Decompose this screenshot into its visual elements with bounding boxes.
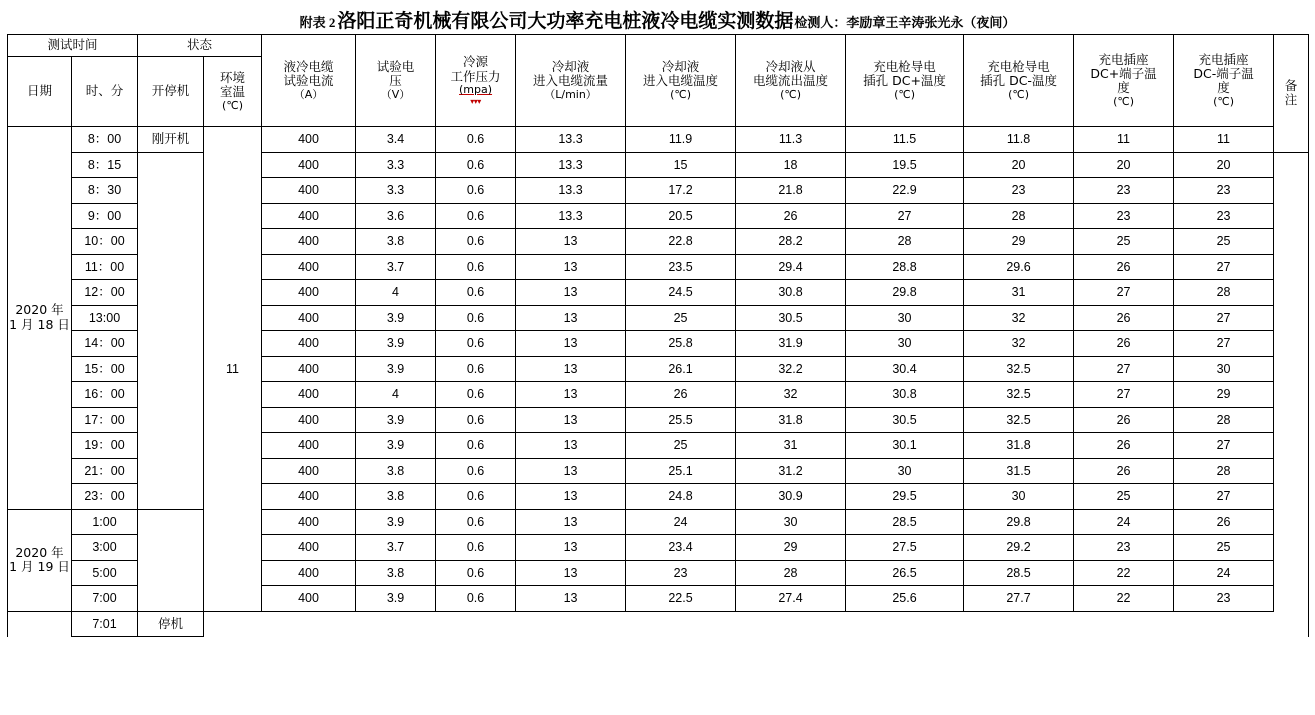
header-col-outlet-temp-l2: 电缆流出温度 xyxy=(753,73,829,89)
cell-pressure: 0.6 xyxy=(436,178,516,204)
cell-gun-dcminus: 11.8 xyxy=(964,127,1074,153)
cell-current: 400 xyxy=(262,254,356,280)
header-col-current-l2: 试验电流 xyxy=(283,73,334,89)
cell-socket-dcminus: 26 xyxy=(1174,509,1274,535)
cell-outlet-temp: 31 xyxy=(736,433,846,459)
header-col-outlet-temp xyxy=(736,35,846,127)
header-col-inlet-temp-l2: 进入电缆温度 xyxy=(643,73,719,89)
cell-socket-dcplus: 11 xyxy=(1074,127,1174,153)
header-col-current-unit: （A） xyxy=(293,87,324,101)
cell-outlet-temp: 27.4 xyxy=(736,586,846,612)
cell-socket-dcminus: 27 xyxy=(1174,433,1274,459)
time-cell: 8：30 xyxy=(72,178,138,204)
cell-outlet-temp: 18 xyxy=(736,152,846,178)
cell-socket-dcminus: 30 xyxy=(1174,356,1274,382)
cell-flow: 13 xyxy=(516,331,626,357)
cell-gun-dcplus: 30 xyxy=(846,458,964,484)
cell-inlet-temp: 22.5 xyxy=(626,586,736,612)
cell-empty xyxy=(1074,611,1174,637)
cell-empty xyxy=(846,611,964,637)
cell-gun-dcplus: 27 xyxy=(846,203,964,229)
cell-current: 400 xyxy=(262,382,356,408)
cell-pressure: 0.6 xyxy=(436,586,516,612)
time-cell: 7:00 xyxy=(72,586,138,612)
cell-pressure: 0.6 xyxy=(436,484,516,510)
cell-gun-dcplus: 29.5 xyxy=(846,484,964,510)
header-col-socket-dcplus xyxy=(1074,35,1174,127)
cell-gun-dcplus: 25.6 xyxy=(846,586,964,612)
cell-outlet-temp: 30.9 xyxy=(736,484,846,510)
header-col-flow-unit: （L/min） xyxy=(544,87,597,101)
cell-inlet-temp: 17.2 xyxy=(626,178,736,204)
cell-socket-dcplus: 26 xyxy=(1074,254,1174,280)
cell-socket-dcminus: 27 xyxy=(1174,331,1274,357)
cell-pressure: 0.6 xyxy=(436,407,516,433)
cell-empty xyxy=(262,611,356,637)
cell-flow: 13 xyxy=(516,382,626,408)
header-col-socket-dcplus-l1: 充电插座 xyxy=(1098,51,1149,67)
cell-gun-dcminus: 23 xyxy=(964,178,1074,204)
cell-flow: 13 xyxy=(516,433,626,459)
header-col-pressure-l2: 工作压力 xyxy=(450,68,501,84)
cell-gun-dcminus: 31.5 xyxy=(964,458,1074,484)
cell-flow: 13 xyxy=(516,305,626,331)
header-col-socket-dcminus-l1: 充电插座 xyxy=(1198,51,1249,67)
cell-gun-dcminus: 28 xyxy=(964,203,1074,229)
time-cell: 8：15 xyxy=(72,152,138,178)
cell-pressure: 0.6 xyxy=(436,458,516,484)
cell-outlet-temp: 31.9 xyxy=(736,331,846,357)
cell-voltage: 3.9 xyxy=(356,331,436,357)
title-inspectors: 检测人：李励章王辛涛张光永（夜间） xyxy=(794,15,1016,30)
header-col-voltage-l2: 压 xyxy=(389,73,402,89)
header-col-flow-l1: 冷却液 xyxy=(551,58,590,74)
cell-pressure: 0.6 xyxy=(436,280,516,306)
cell-gun-dcminus: 29.6 xyxy=(964,254,1074,280)
ambient-cell-empty xyxy=(204,611,262,637)
cell-flow: 13 xyxy=(516,254,626,280)
header-col-gun-dcplus-l1: 充电枪导电 xyxy=(873,58,936,74)
header-col-pressure-l1: 冷源 xyxy=(463,54,489,70)
cell-current: 400 xyxy=(262,509,356,535)
cell-outlet-temp: 29.4 xyxy=(736,254,846,280)
header-col-socket-dcminus-unit: (℃) xyxy=(1213,94,1234,108)
cell-gun-dcminus: 29 xyxy=(964,229,1074,255)
header-col-onoff: 开停机 xyxy=(138,57,204,127)
cell-voltage: 3.8 xyxy=(356,560,436,586)
cell-inlet-temp: 25.8 xyxy=(626,331,736,357)
cell-inlet-temp: 24.5 xyxy=(626,280,736,306)
header-col-gun-dcplus-l2: 插孔 DC+温度 xyxy=(863,73,946,89)
cell-gun-dcminus: 31 xyxy=(964,280,1074,306)
cell-outlet-temp: 32 xyxy=(736,382,846,408)
cell-socket-dcplus: 26 xyxy=(1074,331,1174,357)
header-col-socket-dcplus-l2: DC+端子温 xyxy=(1090,65,1157,81)
cell-inlet-temp: 25 xyxy=(626,433,736,459)
cell-flow: 13 xyxy=(516,586,626,612)
cell-empty xyxy=(436,611,516,637)
header-row-1 xyxy=(8,35,1309,57)
time-cell: 7:01 xyxy=(72,611,138,637)
table-row xyxy=(8,152,1309,178)
time-cell: 1:00 xyxy=(72,509,138,535)
cell-outlet-temp: 21.8 xyxy=(736,178,846,204)
date-day1-line1: 2020 年 xyxy=(15,302,64,318)
cell-gun-dcminus: 32 xyxy=(964,305,1074,331)
cell-socket-dcminus: 25 xyxy=(1174,229,1274,255)
header-col-gun-dcminus-unit: (℃) xyxy=(1008,87,1029,101)
cell-inlet-temp: 25.1 xyxy=(626,458,736,484)
cell-socket-dcplus: 25 xyxy=(1074,484,1174,510)
time-cell: 8：00 xyxy=(72,127,138,153)
cell-flow: 13 xyxy=(516,407,626,433)
date-cell-empty xyxy=(8,611,72,637)
cell-empty xyxy=(516,611,626,637)
cell-socket-dcminus: 27 xyxy=(1174,305,1274,331)
cell-gun-dcminus: 32.5 xyxy=(964,356,1074,382)
cell-flow: 13 xyxy=(516,484,626,510)
cell-flow: 13 xyxy=(516,560,626,586)
cell-current: 400 xyxy=(262,280,356,306)
cell-inlet-temp: 24.8 xyxy=(626,484,736,510)
cell-pressure: 0.6 xyxy=(436,127,516,153)
header-col-inlet-temp-l1: 冷却液 xyxy=(661,58,700,74)
cell-inlet-temp: 22.8 xyxy=(626,229,736,255)
header-col-socket-dcplus-unit: (℃) xyxy=(1113,94,1134,108)
cell-outlet-temp: 30.5 xyxy=(736,305,846,331)
cell-gun-dcminus: 20 xyxy=(964,152,1074,178)
cell-inlet-temp: 23.4 xyxy=(626,535,736,561)
header-col-inlet-temp-unit: (℃) xyxy=(670,87,691,101)
cell-pressure: 0.6 xyxy=(436,535,516,561)
cell-gun-dcplus: 30.8 xyxy=(846,382,964,408)
header-col-ambient-unit: (℃) xyxy=(222,98,243,112)
time-cell: 21：00 xyxy=(72,458,138,484)
date-cell-day1 xyxy=(8,127,72,510)
cell-socket-dcplus: 27 xyxy=(1074,382,1174,408)
cell-flow: 13 xyxy=(516,280,626,306)
cell-current: 400 xyxy=(262,203,356,229)
header-col-flow xyxy=(516,35,626,127)
time-cell: 3:00 xyxy=(72,535,138,561)
header-group-test-time: 测试时间 xyxy=(8,35,138,57)
cell-voltage: 3.4 xyxy=(356,127,436,153)
cell-gun-dcminus: 32.5 xyxy=(964,407,1074,433)
cell-gun-dcplus: 30.5 xyxy=(846,407,964,433)
time-cell: 12：00 xyxy=(72,280,138,306)
header-col-ambient-temp xyxy=(204,57,262,127)
time-cell: 23：00 xyxy=(72,484,138,510)
header-col-remark-l2: 注 xyxy=(1284,92,1298,108)
header-col-outlet-temp-l1: 冷却液从 xyxy=(765,58,816,74)
header-col-socket-dcminus xyxy=(1174,35,1274,127)
cell-gun-dcminus: 28.5 xyxy=(964,560,1074,586)
time-cell: 9：00 xyxy=(72,203,138,229)
cell-socket-dcplus: 24 xyxy=(1074,509,1174,535)
cell-current: 400 xyxy=(262,178,356,204)
cell-socket-dcminus: 23 xyxy=(1174,178,1274,204)
cell-current: 400 xyxy=(262,331,356,357)
cell-inlet-temp: 26.1 xyxy=(626,356,736,382)
cell-socket-dcminus: 27 xyxy=(1174,484,1274,510)
cell-voltage: 3.9 xyxy=(356,407,436,433)
cell-gun-dcminus: 32.5 xyxy=(964,382,1074,408)
document-title xyxy=(0,0,1315,34)
cell-socket-dcplus: 22 xyxy=(1074,586,1174,612)
cell-flow: 13 xyxy=(516,509,626,535)
cell-current: 400 xyxy=(262,356,356,382)
cell-voltage: 3.9 xyxy=(356,509,436,535)
cell-pressure: 0.6 xyxy=(436,382,516,408)
cell-pressure: 0.6 xyxy=(436,356,516,382)
cell-gun-dcminus: 31.8 xyxy=(964,433,1074,459)
header-col-socket-dcminus-l2: DC-端子温 xyxy=(1193,65,1254,81)
cell-socket-dcplus: 27 xyxy=(1074,356,1174,382)
cell-inlet-temp: 24 xyxy=(626,509,736,535)
table-row xyxy=(8,509,1309,535)
header-group-state: 状态 xyxy=(138,35,262,57)
cell-gun-dcplus: 30.1 xyxy=(846,433,964,459)
cell-current: 400 xyxy=(262,586,356,612)
cell-pressure: 0.6 xyxy=(436,433,516,459)
cell-socket-dcplus: 27 xyxy=(1074,280,1174,306)
cell-voltage: 3.7 xyxy=(356,535,436,561)
cell-empty xyxy=(356,611,436,637)
cell-current: 400 xyxy=(262,407,356,433)
cell-outlet-temp: 31.2 xyxy=(736,458,846,484)
time-cell: 11：00 xyxy=(72,254,138,280)
header-col-flow-l2: 进入电缆流量 xyxy=(533,73,609,89)
cell-gun-dcplus: 19.5 xyxy=(846,152,964,178)
cell-outlet-temp: 30.8 xyxy=(736,280,846,306)
cell-voltage: 3.8 xyxy=(356,484,436,510)
header-col-voltage xyxy=(356,35,436,127)
header-col-remark xyxy=(1274,35,1309,153)
header-col-voltage-unit: （V） xyxy=(380,87,411,101)
cell-socket-dcplus: 26 xyxy=(1074,407,1174,433)
cell-gun-dcminus: 29.2 xyxy=(964,535,1074,561)
cell-current: 400 xyxy=(262,127,356,153)
cell-socket-dcminus: 29 xyxy=(1174,382,1274,408)
cell-socket-dcplus: 26 xyxy=(1074,305,1174,331)
header-col-socket-dcminus-l3: 度 xyxy=(1217,80,1230,96)
date-day1-line2: 1 月 18 日 xyxy=(9,316,70,332)
header-col-socket-dcplus-l3: 度 xyxy=(1117,80,1130,96)
time-cell: 14：00 xyxy=(72,331,138,357)
cell-socket-dcplus: 20 xyxy=(1074,152,1174,178)
header-col-gun-dcplus xyxy=(846,35,964,127)
cell-current: 400 xyxy=(262,433,356,459)
cell-outlet-temp: 32.2 xyxy=(736,356,846,382)
date-cell-day2 xyxy=(8,509,72,611)
cell-gun-dcminus: 32 xyxy=(964,331,1074,357)
state-cell-stop: 停机 xyxy=(138,611,204,637)
cell-gun-dcplus: 26.5 xyxy=(846,560,964,586)
header-col-voltage-l1: 试验电 xyxy=(376,58,415,74)
title-main: 洛阳正奇机械有限公司大功率充电桩液冷电缆实测数据 xyxy=(337,10,794,32)
cell-socket-dcplus: 25 xyxy=(1074,229,1174,255)
cell-outlet-temp: 28 xyxy=(736,560,846,586)
cell-outlet-temp: 29 xyxy=(736,535,846,561)
measurement-table xyxy=(7,34,1309,637)
cell-flow: 13.3 xyxy=(516,203,626,229)
cell-flow: 13.3 xyxy=(516,127,626,153)
cell-gun-dcplus: 30 xyxy=(846,331,964,357)
cell-pressure: 0.6 xyxy=(436,509,516,535)
cell-socket-dcplus: 22 xyxy=(1074,560,1174,586)
cell-gun-dcplus: 30.4 xyxy=(846,356,964,382)
header-col-gun-dcminus-l2: 插孔 DC-温度 xyxy=(980,73,1057,89)
cell-gun-dcminus: 30 xyxy=(964,484,1074,510)
cell-socket-dcminus: 28 xyxy=(1174,280,1274,306)
header-col-pressure-unit: (mpa) xyxy=(459,82,493,96)
cell-pressure: 0.6 xyxy=(436,152,516,178)
cell-voltage: 3.9 xyxy=(356,586,436,612)
cell-inlet-temp: 23 xyxy=(626,560,736,586)
cell-inlet-temp: 25 xyxy=(626,305,736,331)
cell-current: 400 xyxy=(262,229,356,255)
state-cell-start: 刚开机 xyxy=(138,127,204,153)
cell-socket-dcminus: 20 xyxy=(1174,152,1274,178)
cell-inlet-temp: 20.5 xyxy=(626,203,736,229)
header-col-remark-l1: 备 xyxy=(1284,77,1298,93)
cell-gun-dcplus: 28.5 xyxy=(846,509,964,535)
cell-gun-dcplus: 27.5 xyxy=(846,535,964,561)
cell-pressure: 0.6 xyxy=(436,305,516,331)
cell-voltage: 3.8 xyxy=(356,229,436,255)
header-col-outlet-temp-unit: (℃) xyxy=(780,87,801,101)
time-cell: 15：00 xyxy=(72,356,138,382)
cell-flow: 13 xyxy=(516,356,626,382)
header-col-current-l1: 液冷电缆 xyxy=(283,58,334,74)
header-pressure-spellcheck-marker: ▾▾▾ xyxy=(470,96,481,106)
header-col-ambient-l1: 环境 xyxy=(220,69,246,85)
cell-inlet-temp: 26 xyxy=(626,382,736,408)
state-cell-empty-day2 xyxy=(138,509,204,611)
cell-socket-dcminus: 28 xyxy=(1174,458,1274,484)
cell-socket-dcplus: 26 xyxy=(1074,433,1174,459)
cell-current: 400 xyxy=(262,152,356,178)
header-col-ambient-l2: 室温 xyxy=(220,84,246,100)
date-day2-line1: 2020 年 xyxy=(15,544,64,560)
time-cell: 10：00 xyxy=(72,229,138,255)
cell-socket-dcminus: 23 xyxy=(1174,203,1274,229)
cell-gun-dcplus: 29.8 xyxy=(846,280,964,306)
cell-gun-dcplus: 11.5 xyxy=(846,127,964,153)
cell-gun-dcminus: 29.8 xyxy=(964,509,1074,535)
cell-outlet-temp: 11.3 xyxy=(736,127,846,153)
cell-gun-dcminus: 27.7 xyxy=(964,586,1074,612)
cell-socket-dcplus: 23 xyxy=(1074,178,1174,204)
header-col-hour-minute: 时、分 xyxy=(72,57,138,127)
cell-socket-dcplus: 26 xyxy=(1074,458,1174,484)
cell-socket-dcminus: 25 xyxy=(1174,535,1274,561)
cell-current: 400 xyxy=(262,484,356,510)
cell-socket-dcplus: 23 xyxy=(1074,203,1174,229)
header-col-gun-dcminus xyxy=(964,35,1074,127)
cell-inlet-temp: 25.5 xyxy=(626,407,736,433)
time-cell: 13:00 xyxy=(72,305,138,331)
state-cell-empty-day1 xyxy=(138,152,204,509)
cell-current: 400 xyxy=(262,458,356,484)
cell-socket-dcminus: 27 xyxy=(1174,254,1274,280)
cell-flow: 13.3 xyxy=(516,178,626,204)
cell-pressure: 0.6 xyxy=(436,229,516,255)
cell-pressure: 0.6 xyxy=(436,254,516,280)
title-prefix: 附表 2 xyxy=(299,15,336,30)
cell-voltage: 4 xyxy=(356,382,436,408)
cell-gun-dcplus: 28.8 xyxy=(846,254,964,280)
cell-flow: 13 xyxy=(516,458,626,484)
header-col-inlet-temp xyxy=(626,35,736,127)
cell-voltage: 3.6 xyxy=(356,203,436,229)
cell-outlet-temp: 26 xyxy=(736,203,846,229)
cell-empty xyxy=(736,611,846,637)
cell-voltage: 3.3 xyxy=(356,152,436,178)
cell-empty xyxy=(626,611,736,637)
table-row-stop xyxy=(8,611,1309,637)
date-day2-line2: 1 月 19 日 xyxy=(9,559,70,574)
header-col-gun-dcplus-unit: (℃) xyxy=(894,87,915,101)
cell-voltage: 3.8 xyxy=(356,458,436,484)
cell-current: 400 xyxy=(262,535,356,561)
time-cell: 17：00 xyxy=(72,407,138,433)
time-cell: 5:00 xyxy=(72,560,138,586)
cell-gun-dcplus: 30 xyxy=(846,305,964,331)
cell-flow: 13.3 xyxy=(516,152,626,178)
header-col-current xyxy=(262,35,356,127)
time-cell: 16：00 xyxy=(72,382,138,408)
cell-voltage: 3.9 xyxy=(356,356,436,382)
cell-outlet-temp: 30 xyxy=(736,509,846,535)
cell-pressure: 0.6 xyxy=(436,331,516,357)
cell-socket-dcminus: 24 xyxy=(1174,560,1274,586)
cell-pressure: 0.6 xyxy=(436,560,516,586)
cell-flow: 13 xyxy=(516,535,626,561)
cell-gun-dcplus: 28 xyxy=(846,229,964,255)
cell-inlet-temp: 11.9 xyxy=(626,127,736,153)
cell-socket-dcplus: 23 xyxy=(1074,535,1174,561)
cell-voltage: 3.9 xyxy=(356,305,436,331)
cell-outlet-temp: 28.2 xyxy=(736,229,846,255)
cell-inlet-temp: 23.5 xyxy=(626,254,736,280)
cell-current: 400 xyxy=(262,560,356,586)
time-cell: 19：00 xyxy=(72,433,138,459)
header-col-date: 日期 xyxy=(8,57,72,127)
cell-flow: 13 xyxy=(516,229,626,255)
cell-inlet-temp: 15 xyxy=(626,152,736,178)
cell-outlet-temp: 31.8 xyxy=(736,407,846,433)
cell-socket-dcminus: 28 xyxy=(1174,407,1274,433)
cell-voltage: 4 xyxy=(356,280,436,306)
cell-voltage: 3.9 xyxy=(356,433,436,459)
cell-pressure: 0.6 xyxy=(436,203,516,229)
header-col-gun-dcminus-l1: 充电枪导电 xyxy=(987,58,1050,74)
table-row xyxy=(8,127,1309,153)
header-col-pressure xyxy=(436,35,516,127)
cell-gun-dcplus: 22.9 xyxy=(846,178,964,204)
cell-empty xyxy=(1174,611,1274,637)
cell-socket-dcminus: 23 xyxy=(1174,586,1274,612)
cell-voltage: 3.7 xyxy=(356,254,436,280)
ambient-temp-cell: 11 xyxy=(204,127,262,612)
cell-current: 400 xyxy=(262,305,356,331)
cell-empty xyxy=(964,611,1074,637)
cell-voltage: 3.3 xyxy=(356,178,436,204)
cell-socket-dcminus: 11 xyxy=(1174,127,1274,153)
